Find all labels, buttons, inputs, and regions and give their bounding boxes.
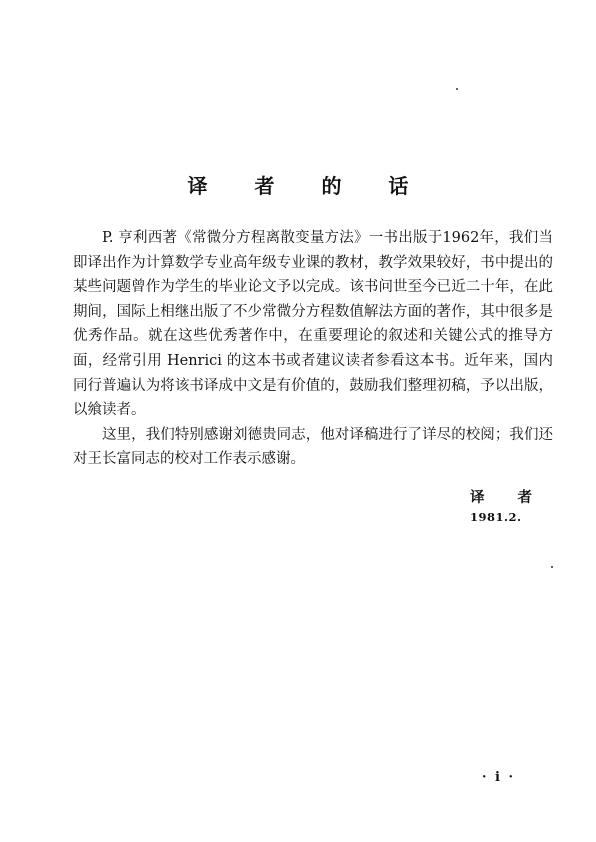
signature-date: 1981.2. bbox=[470, 510, 522, 524]
signature-name: 译 者 bbox=[470, 489, 547, 506]
page-number: · i · bbox=[482, 770, 516, 785]
preface-body bbox=[73, 226, 553, 472]
paragraph: 这里，我们特别感谢刘德贵同志，他对译稿进行了详尽的校阅；我们还对王长富同志的校对工作表示感谢。 bbox=[73, 426, 553, 468]
scan-speck bbox=[456, 88, 458, 90]
paragraph: P. 亨利西著《常微分方程离散变量方法》一书出版于1962年，我们当即译出作为计算数学专业高年级专业课的教材，教学效果较好，书中提出的某些问题曾作为学生的毕业论文予以完成。该书问世至今已近二十年，在此期间，国际上相继出版了不少常微分方程数值解法方面的著作，其中很多是优秀作品。就在这些优秀著作中，在重要理论的叙述和关键公式的推导方面，经常引用 Henrici 的这本书或者建议读者参看这本书。近年来，国内同行普遍认为将该书译成中文是有价值的，鼓励我们整理初稿，予以出版，以飨读者。 bbox=[73, 230, 553, 419]
page-title: 译 者 的 话 bbox=[187, 174, 429, 198]
scan-speck bbox=[551, 566, 553, 568]
